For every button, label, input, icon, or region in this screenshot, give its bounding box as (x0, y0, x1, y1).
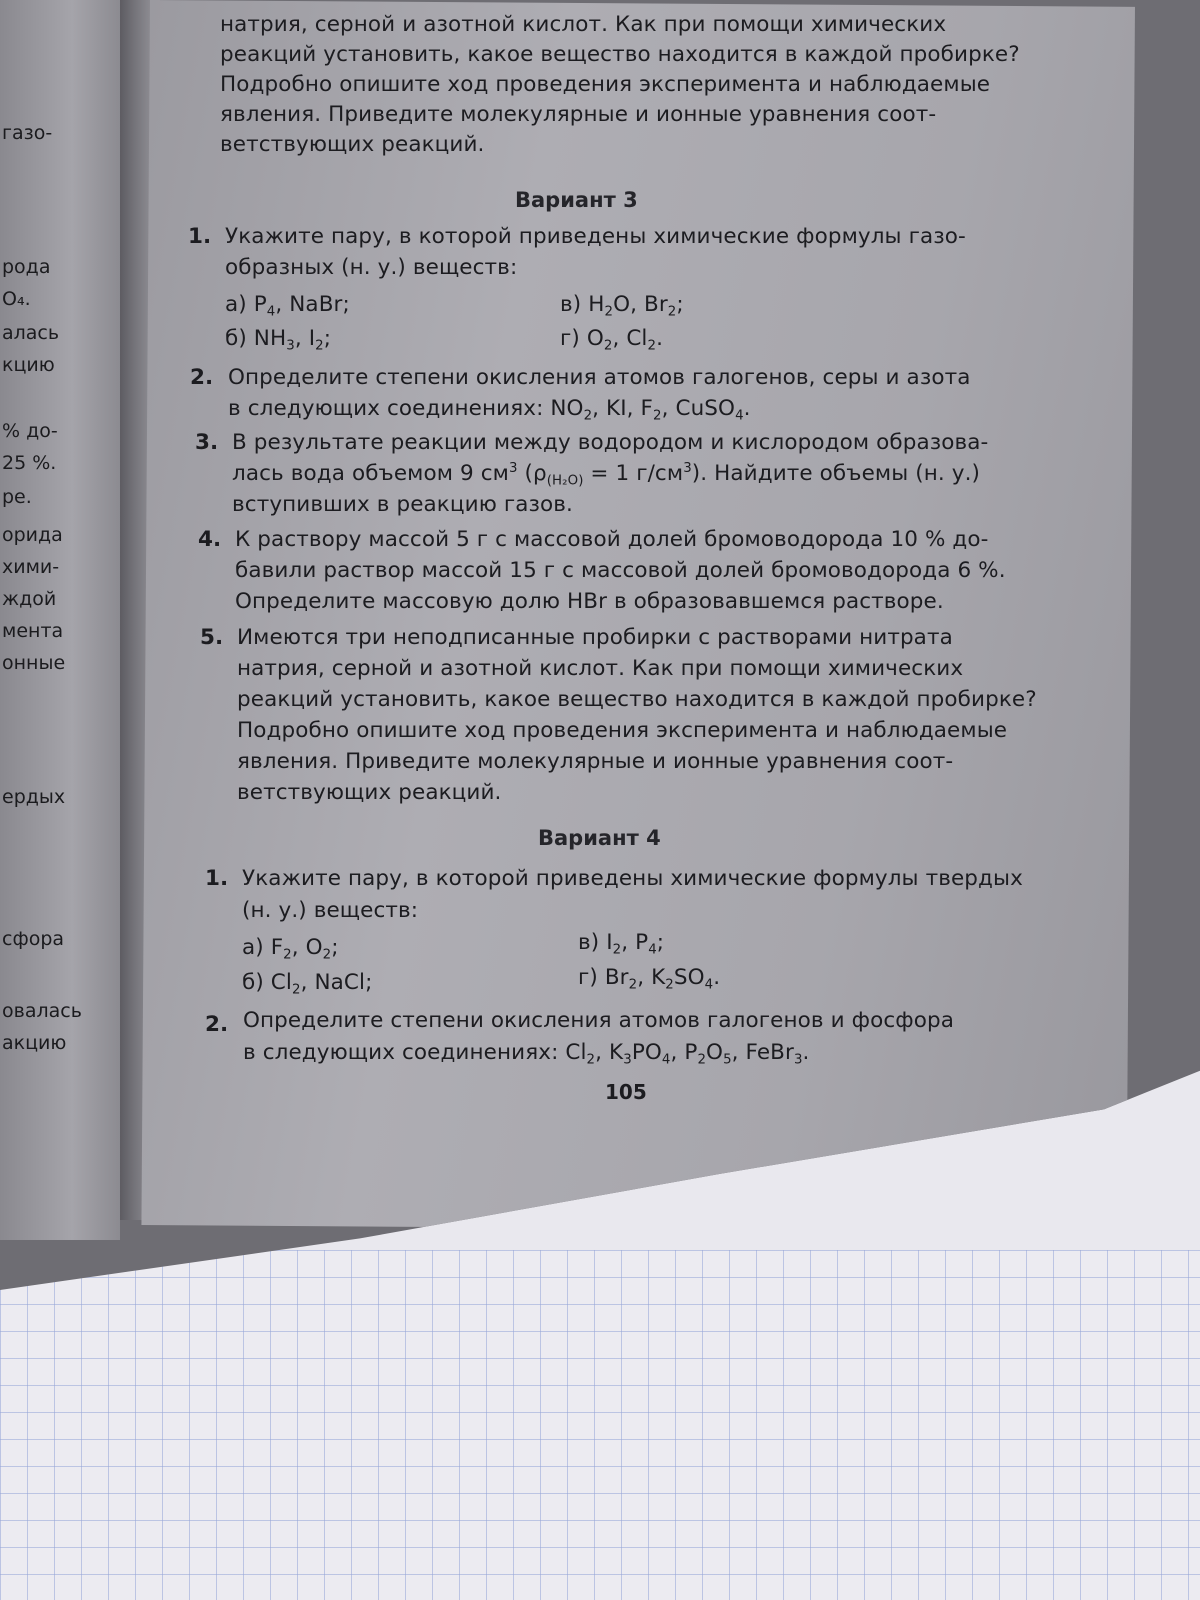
subscript: 5 (723, 1052, 732, 1068)
fragment-line: Подробно опишите ход проведения эксперимента и наблюдаемые (220, 72, 991, 97)
formula-part: NH (253, 326, 287, 351)
subscript: 4 (704, 977, 714, 993)
subscript: 2 (603, 338, 613, 354)
subscript: 3 (623, 1052, 632, 1068)
formula-part: O, Br (613, 292, 668, 317)
question-text: К раствору массой 5 г с массовой долей бромоводорода 10 % до- (235, 527, 989, 552)
question-text: В результате реакции между водородом и кислородом образова- (232, 430, 989, 455)
subscript: 4 (661, 1052, 671, 1068)
subscript: 2 (653, 408, 662, 424)
left-fragment: хими- (2, 556, 60, 578)
question-number: 2. (205, 1012, 229, 1037)
formula-part: ; (676, 292, 684, 317)
formula-part: , O (291, 935, 323, 960)
option-b (225, 326, 332, 354)
option-label: г) (578, 965, 598, 990)
option-label: в) (578, 930, 600, 955)
variant-3-title: Вариант 3 (515, 188, 638, 212)
option-label: в) (560, 292, 582, 317)
question-text: (н. у.) веществ: (242, 898, 419, 923)
question-text: Определите степени окисления атомов галогенов, серы и азота (228, 365, 971, 390)
formula-part: H (588, 292, 605, 317)
subscript: 4 (735, 408, 744, 424)
subscript: 3 (793, 1052, 803, 1068)
left-fragment: сфора (2, 928, 65, 950)
subscript: 2 (583, 408, 593, 424)
formula-part: I (606, 930, 613, 955)
formula-part: Cl (270, 970, 292, 995)
text-part: в следующих соединениях: NO (228, 396, 584, 421)
fragment-line: ветствующих реакций. (220, 132, 485, 157)
option-label: а) (225, 292, 247, 317)
formula-part: O (586, 326, 604, 351)
question-text: явления. Приведите молекулярные и ионные уравнения соот- (237, 749, 954, 774)
option-g (578, 965, 721, 993)
text-part: в следующих соединениях: Cl (243, 1040, 587, 1065)
text-part: лась вода объемом 9 см (232, 461, 509, 486)
option-v (560, 292, 684, 320)
formula-part: . (713, 965, 721, 990)
superscript: 3 (508, 461, 518, 477)
left-fragment: алась (2, 322, 60, 344)
question-text: Определите степени окисления атомов галогенов и фосфора (243, 1008, 955, 1033)
question-number: 1. (205, 866, 229, 891)
left-fragment: овалась (2, 1000, 82, 1022)
option-label: б) (242, 970, 264, 995)
question-text (232, 461, 980, 489)
page-number: 105 (605, 1080, 647, 1104)
text-part: , P (670, 1040, 698, 1065)
text-part: O (706, 1040, 724, 1065)
left-fragment: акцию (2, 1032, 67, 1054)
formula-part: , NaBr; (275, 292, 350, 317)
fragment-line: явления. Приведите молекулярные и ионные уравнения соот- (220, 102, 937, 127)
text-part: ). Найдите объемы (н. у.) (691, 461, 980, 486)
question-text: вступивших в реакцию газов. (232, 492, 573, 517)
option-a (242, 935, 339, 963)
superscript: 3 (683, 461, 692, 477)
subscript: 2 (586, 1052, 596, 1068)
question-text: Укажите пару, в которой приведены химические формулы твердых (242, 866, 1023, 891)
option-label: г) (560, 326, 580, 351)
left-fragment: рода (2, 256, 51, 278)
formula-part: P (253, 292, 267, 317)
formula-part: . (656, 326, 664, 351)
formula-part: , K (637, 965, 666, 990)
subscript: 2 (647, 338, 657, 354)
text-part: = 1 г/см (583, 461, 684, 486)
option-a (225, 292, 350, 320)
subscript: (H₂O) (546, 473, 584, 489)
left-fragment: онные (2, 652, 66, 674)
option-b (242, 970, 373, 998)
question-text: образных (н. у.) веществ: (225, 255, 518, 280)
question-text: Имеются три неподписанные пробирки с растворами нитрата (237, 625, 953, 650)
fragment-line: реакций установить, какое вещество находится в каждой пробирке? (220, 42, 1020, 67)
question-text (243, 1040, 810, 1068)
text-part: , K (595, 1040, 624, 1065)
subscript: 2 (667, 304, 677, 320)
formula-part: , P (621, 930, 649, 955)
left-fragment: ердых (2, 786, 66, 808)
question-text: ветствующих реакций. (237, 780, 502, 805)
left-fragment: газо- (2, 122, 53, 144)
subscript: 2 (612, 942, 622, 958)
option-label: б) (225, 326, 247, 351)
left-fragment: % до- (2, 420, 58, 442)
subscript: 2 (697, 1052, 707, 1068)
subscript: 2 (283, 947, 292, 963)
question-text: Подробно опишите ход проведения эксперимента и наблюдаемые (237, 718, 1008, 743)
formula-part: SO (673, 965, 705, 990)
text-part: , CuSO (661, 396, 736, 421)
formula-part: F (270, 935, 284, 960)
question-number: 5. (200, 625, 224, 650)
option-v (578, 930, 665, 958)
question-text: бавили раствор массой 15 г с массовой долей бромоводорода 6 %. (235, 558, 1006, 583)
text-part: PO (631, 1040, 662, 1065)
subscript: 2 (315, 338, 324, 354)
question-number: 4. (198, 527, 222, 552)
question-number: 2. (190, 365, 214, 390)
subscript: 2 (322, 947, 332, 963)
formula-part: ; (331, 935, 339, 960)
subscript: 4 (266, 304, 276, 320)
text-part: (ρ (517, 461, 547, 486)
formula-part: , I (294, 326, 316, 351)
left-fragment: ждой (2, 588, 57, 610)
question-text: Определите массовую долю HBr в образовавшемся растворе. (235, 589, 944, 614)
left-fragment: орида (2, 524, 63, 546)
text-part: , FeBr (731, 1040, 794, 1065)
graph-paper-background (0, 1250, 1200, 1600)
formula-part: , Cl (612, 326, 648, 351)
formula-part: ; (323, 326, 332, 351)
formula-part: , NaCl; (300, 970, 373, 995)
subscript: 2 (628, 977, 638, 993)
question-text: Укажите пару, в которой приведены химические формулы газо- (225, 224, 966, 249)
subscript: 2 (604, 304, 614, 320)
question-text (228, 396, 751, 424)
question-number: 3. (195, 430, 219, 455)
subscript: 3 (286, 338, 295, 354)
left-fragment: мента (2, 620, 64, 642)
subscript: 2 (291, 982, 301, 998)
left-fragment: кцию (2, 354, 55, 376)
option-label: а) (242, 935, 264, 960)
question-number: 1. (188, 224, 212, 249)
question-text: натрия, серной и азотной кислот. Как при помощи химических (237, 656, 964, 681)
left-fragment: O₄. (2, 288, 31, 310)
text-part: . (802, 1040, 810, 1065)
formula-part: Br (604, 965, 629, 990)
left-fragment: ре. (2, 486, 32, 508)
question-text: реакций установить, какое вещество находится в каждой пробирке? (237, 687, 1037, 712)
fragment-line: натрия, серной и азотной кислот. Как при помощи химических (220, 12, 947, 37)
option-g (560, 326, 664, 354)
formula-part: ; (656, 930, 665, 955)
variant-4-title: Вариант 4 (538, 826, 661, 850)
subscript: 2 (665, 977, 674, 993)
text-part: . (743, 396, 751, 421)
left-fragment: 25 %. (2, 452, 57, 474)
text-part: , KI, F (592, 396, 653, 421)
subscript: 4 (648, 942, 657, 958)
